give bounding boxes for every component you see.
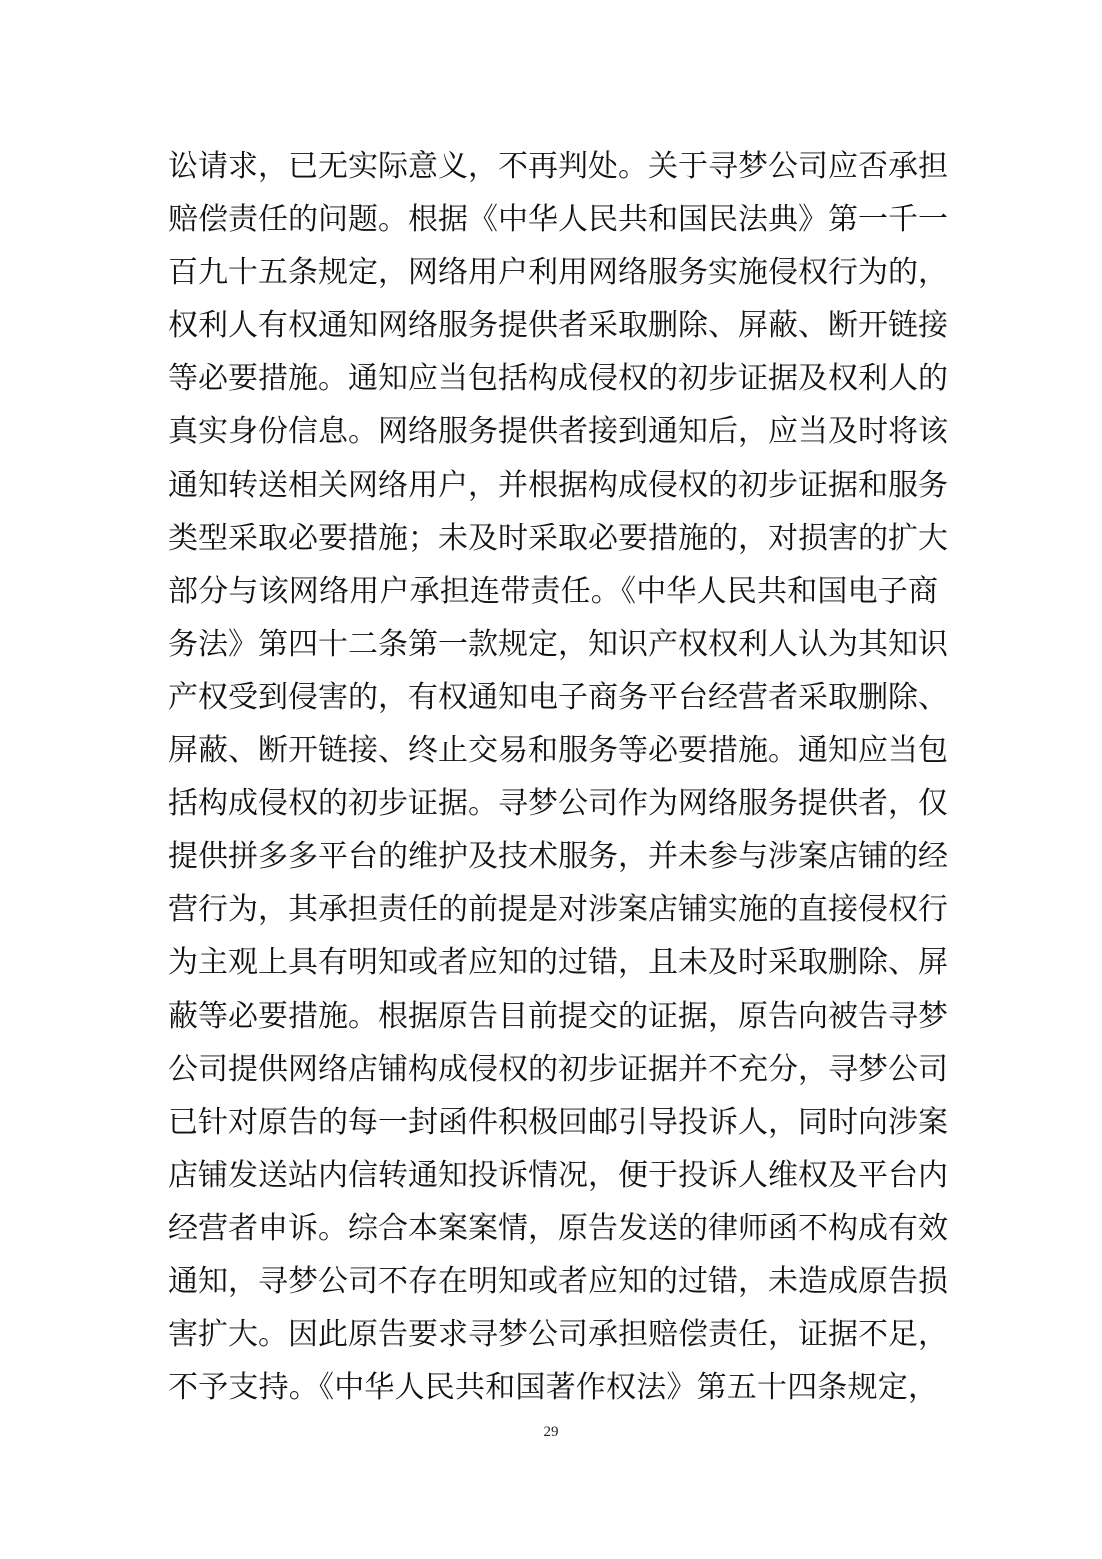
page-number: 29 bbox=[543, 1424, 559, 1440]
text-line: 权利人有权通知网络服务提供者采取删除、屏蔽、断开链接 bbox=[168, 308, 948, 344]
text-line: 讼请求，已无实际意义，不再判处。关于寻梦公司应否承担 bbox=[168, 149, 948, 184]
text-line: 括构成侵权的初步证据。寻梦公司作为网络服务提供者，仅 bbox=[168, 786, 948, 822]
text-line: 已针对原告的每一封函件积极回邮引导投诉人，同时向涉案 bbox=[168, 1104, 948, 1140]
text-line: 部分与该网络用户承担连带责任。《中华人民共和国电子商 bbox=[168, 573, 938, 609]
text-line: 通知，寻梦公司不存在明知或者应知的过错，未造成原告损 bbox=[168, 1263, 948, 1299]
text-line: 蔽等必要措施。根据原告目前提交的证据，原告向被告寻梦 bbox=[168, 998, 948, 1034]
text-line: 赔偿责任的问题。根据《中华人民共和国民法典》第一千一 bbox=[168, 202, 948, 238]
text-line: 不予支持。《中华人民共和国著作权法》第五十四条规定， bbox=[168, 1370, 938, 1406]
text-line: 通知转送相关网络用户，并根据构成侵权的初步证据和服务 bbox=[168, 467, 948, 503]
text-line: 害扩大。因此原告要求寻梦公司承担赔偿责任，证据不足， bbox=[168, 1317, 948, 1353]
text-line: 百九十五条规定，网络用户利用网络服务实施侵权行为的， bbox=[168, 255, 948, 291]
body-text bbox=[168, 140, 948, 1414]
text-line: 等必要措施。通知应当包括构成侵权的初步证据及权利人的 bbox=[168, 361, 948, 397]
text-line: 产权受到侵害的，有权通知电子商务平台经营者采取删除、 bbox=[168, 679, 948, 715]
text-line: 店铺发送站内信转通知投诉情况，便于投诉人维权及平台内 bbox=[168, 1157, 948, 1193]
text-line: 真实身份信息。网络服务提供者接到通知后，应当及时将该 bbox=[168, 414, 948, 450]
text-line: 类型采取必要措施；未及时采取必要措施的，对损害的扩大 bbox=[168, 520, 948, 556]
text-line: 经营者申诉。综合本案案情，原告发送的律师函不构成有效 bbox=[168, 1210, 948, 1246]
text-line: 营行为，其承担责任的前提是对涉案店铺实施的直接侵权行 bbox=[168, 892, 948, 928]
text-line: 提供拼多多平台的维护及技术服务，并未参与涉案店铺的经 bbox=[168, 839, 948, 875]
text-line: 屏蔽、断开链接、终止交易和服务等必要措施。通知应当包 bbox=[168, 733, 948, 769]
text-line: 务法》第四十二条第一款规定，知识产权权利人认为其知识 bbox=[168, 626, 948, 662]
text-line: 为主观上具有明知或者应知的过错，且未及时采取删除、屏 bbox=[168, 945, 948, 981]
text-line: 公司提供网络店铺构成侵权的初步证据并不充分，寻梦公司 bbox=[168, 1051, 948, 1087]
